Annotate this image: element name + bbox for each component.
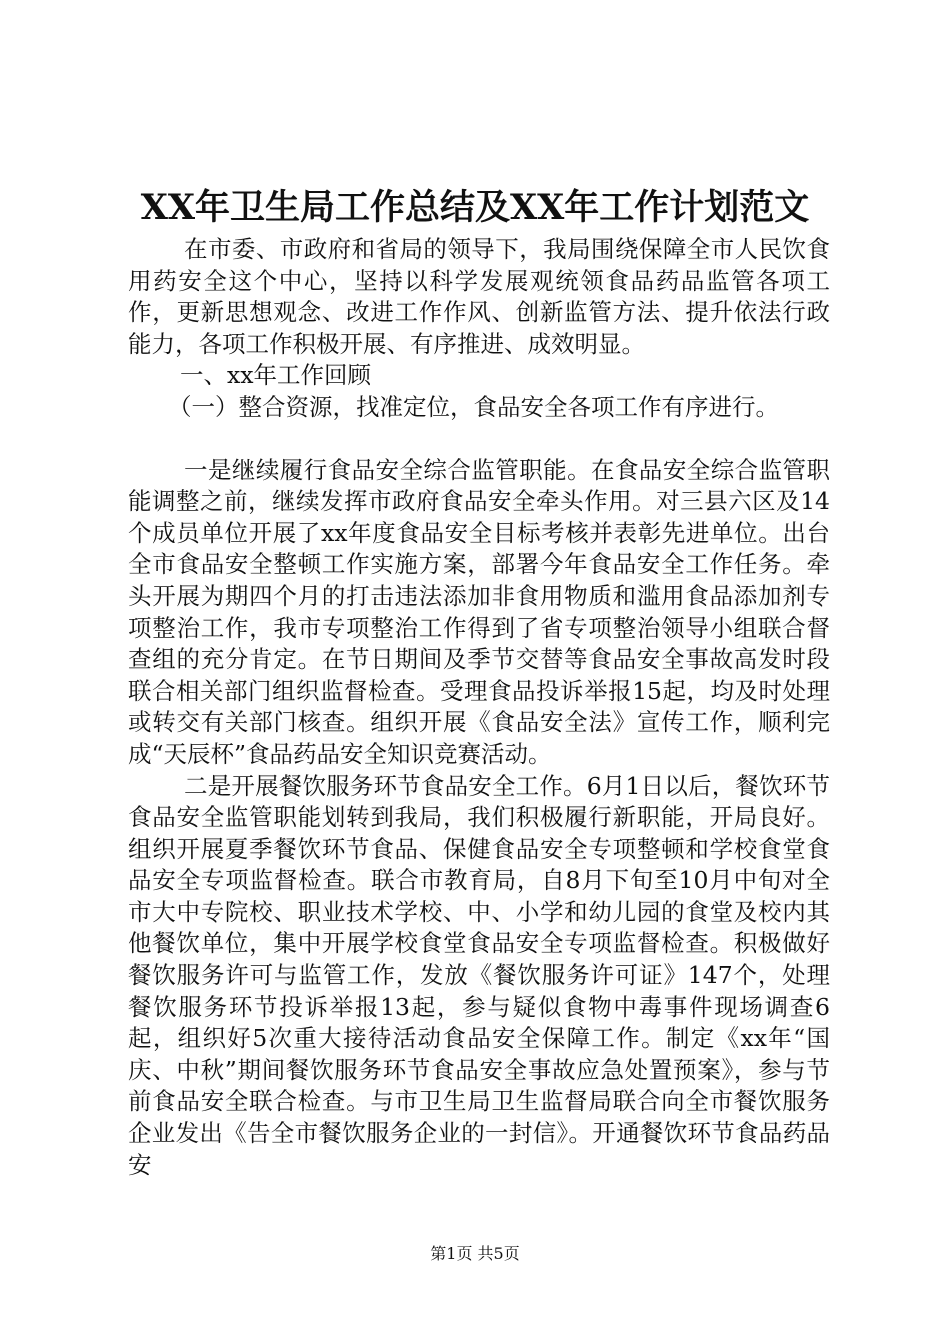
document-body bbox=[128, 234, 830, 1181]
document-title: XX年卫生局工作总结及XX年工作计划范文 bbox=[140, 187, 810, 228]
intro-paragraph: 在市委、市政府和省局的领导下，我局围绕保障全市人民饮食用药安全这个中心，坚持以科学发展观统领食品药品监管各项工作，更新思想观念、改进工作作风、创新监管方法、提升依法行政能力，各项工作积极开展、有序推进、成效明显。 bbox=[128, 235, 830, 358]
body-paragraph-1: 一是继续履行食品安全综合监管职能。在食品安全综合监管职能调整之前，继续发挥市政府食品安全牵头作用。对三县六区及14个成员单位开展了xx年度食品安全目标考核并表彰先进单位。出台全市食品安全整顿工作实施方案，部署今年食品安全工作任务。牵头开展为期四个月的打击违法添加非食用物质和滥用食品添加剂专项整治工作，我市专项整治工作得到了省专项整治领导小组联合督查组的充分肯定。在节日期间及季节交替等食品安全事故高发时段联合相关部门组织监督检查。受理食品投诉举报15起，均及时处理或转交有关部门核查。组织开展《食品安全法》宣传工作，顺利完成“天辰杯”食品药品安全知识竞赛活动。 bbox=[128, 455, 830, 768]
body-paragraph-2: 二是开展餐饮服务环节食品安全工作。6月1日以后，餐饮环节食品安全监管职能划转到我局，我们积极履行新职能，开局良好。组织开展夏季餐饮环节食品、保健食品安全专项整顿和学校食堂食品安全专项监督检查。联合市教育局，自8月下旬至10月中旬对全市大中专院校、职业技术学校、中、小学和幼儿园的食堂及校内其他餐饮单位，集中开展学校食堂食品安全专项监督检查。积极做好餐饮服务许可与监管工作，发放《餐饮服务许可证》147个，处理餐饮服务环节投诉举报13起，参与疑似食物中毒事件现场调查6起，组织好5次重大接待活动食品安全保障工作。制定《xx年“国庆、中秋”期间餐饮服务环节食品安全事故应急处置预案》，参与节前食品安全联合检查。与市卫生局卫生监督局联合向全市餐饮服务企业发出《告全市餐饮服务企业的一封信》。开通餐饮环节食品药品安 bbox=[128, 771, 830, 1179]
page-footer: 第1页 共5页 bbox=[430, 1244, 520, 1263]
section-heading: 一、xx年工作回顾 bbox=[180, 361, 372, 390]
subsection-heading: （一）整合资源，找准定位，食品安全各项工作有序进行。 bbox=[168, 392, 779, 421]
